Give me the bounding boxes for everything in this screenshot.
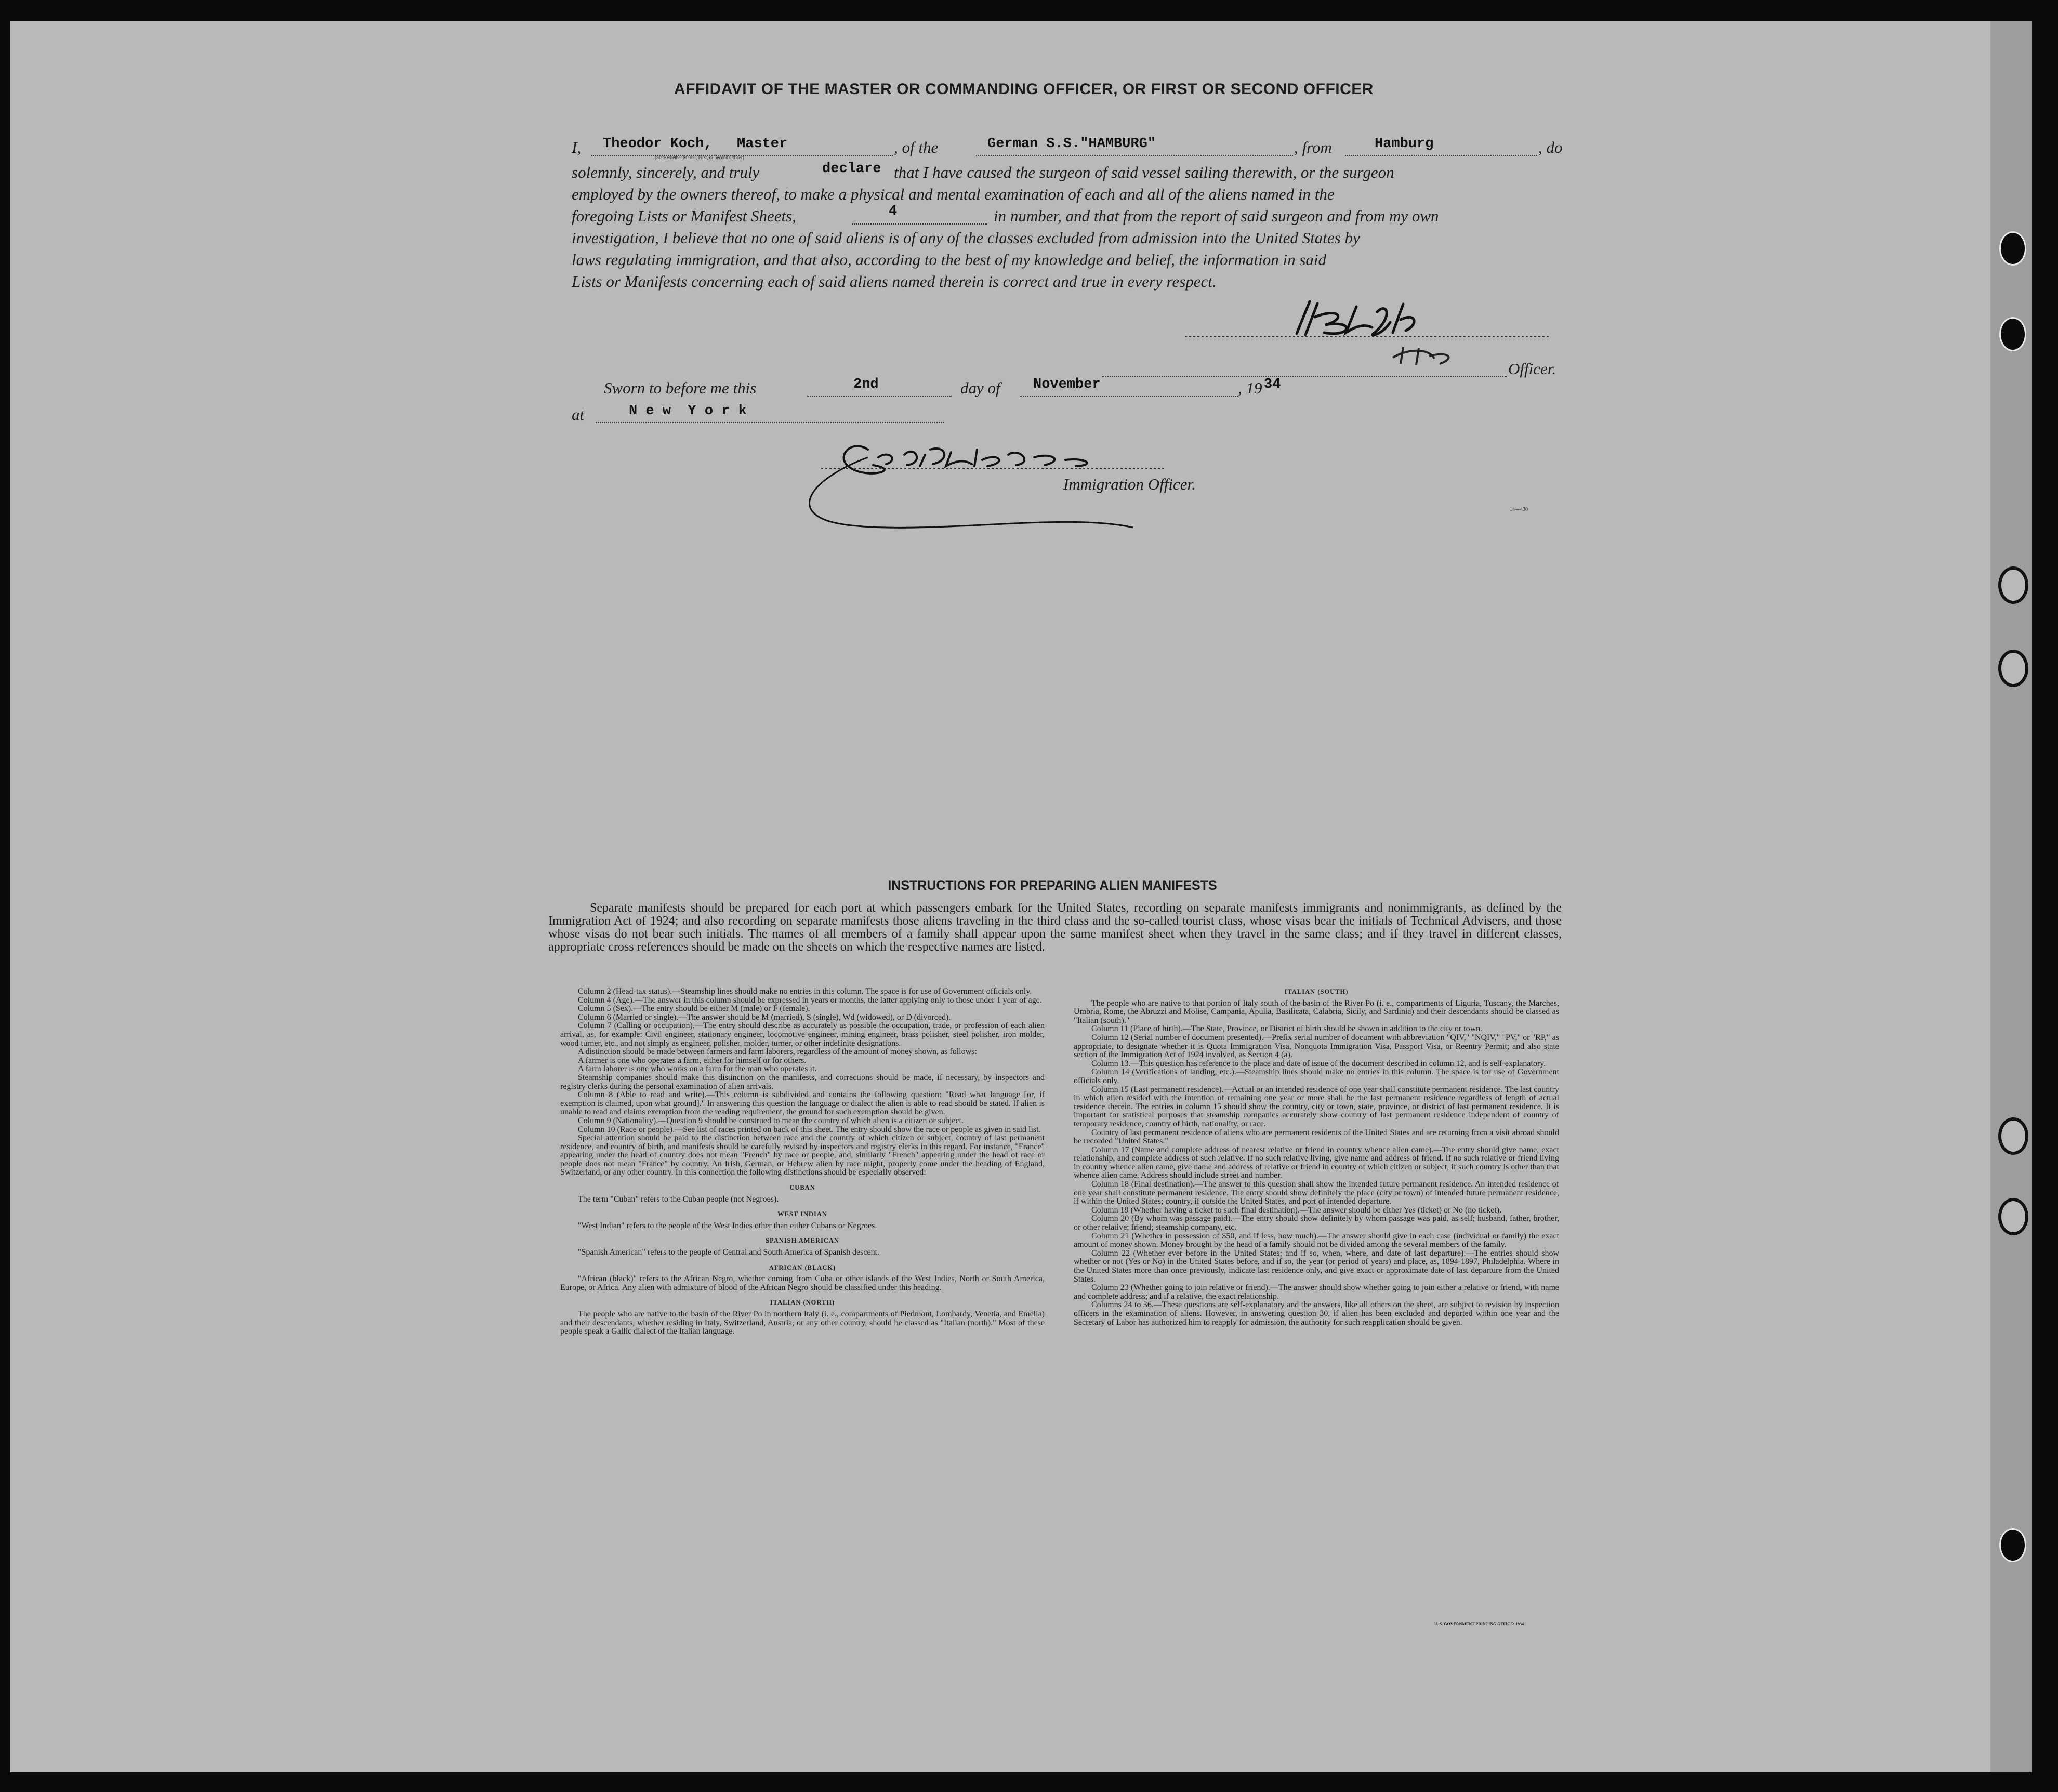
instruction-paragraph: Column 21 (Whether in possession of $50, and if less, how much).—The answer should give in each case (individual or family) the exact amount of money shown. Money brought by the head of a family should not be divided among the several members of the family.	[1074, 1231, 1559, 1249]
instruction-paragraph: Column 11 (Place of birth).—The State, Province, or District of birth should be shown in addition to the city or town.	[1091, 1024, 1483, 1034]
underline	[1102, 358, 1507, 377]
instruction-paragraph: Column 19 (Whether having a ticket to such final destination).—The answer should be either Yes (ticket) or No (no ticket).	[1091, 1205, 1502, 1215]
officer-label: Officer.	[1508, 360, 1556, 378]
sworn-day: 2nd	[853, 377, 879, 392]
sheet-count: 4	[889, 204, 898, 219]
section-heading: CUBAN	[789, 1184, 815, 1192]
binder-hole	[1999, 1528, 2026, 1562]
instructions-right-column	[1074, 987, 1559, 1327]
instruction-paragraph: Column 12 (Serial number of document presented).—Prefix serial number of document with abbreviation "QIV," "NQIV," "PV," or "RP," as appropriate, to designate whether it is Quota Immigration Visa, Nonquota Immigration Visa, Passport Visa, or Reentry Permit; and also state section of the Immigration Act of 1924 involved, as Section 4 (a).	[1074, 1033, 1559, 1060]
instruction-paragraph: A farm laborer is one who works on a farm for the man who operates it.	[578, 1064, 817, 1074]
binding-margin	[1990, 21, 2032, 1772]
instruction-paragraph: Column 22 (Whether ever before in the United States; and if so, when, where, and date of last departure).—The entries should show whether or not (Yes or No) in the United States before, and if so, the year (or period of years) and place, as, 1894-1897, Philadelphia. Where in the United States more than once previously, indicate last residence only, and give exact or approximate date of last departure from the United States.	[1074, 1248, 1559, 1284]
affidavit-text: , from	[1294, 138, 1332, 156]
instruction-paragraph: Column 13.—This question has reference to the place and date of issue of the document described in column 12, and is self-explanatory.	[1091, 1059, 1546, 1068]
instruction-paragraph: "Spanish American" refers to the people of Central and South America of Spanish descent.	[578, 1248, 880, 1257]
affidavit-text: in number, and that from the report of said surgeon and from my own	[994, 207, 1439, 225]
instruction-paragraph: The people who are native to that portion of Italy south of the basin of the River Po (i. e., compartments of Liguria, Tuscany, the Marches, Umbria, Rome, the Abruzzi and Molise, Campania, Apulia, Basilicata, Calabria, Sicily, and Sardinia) and their descendants should be classed as "Italian (south)."	[1074, 998, 1559, 1025]
instruction-paragraph: Columns 24 to 36.—These questions are self-explanatory and the answers, like all others on the sheet, are subject to revision by inspection officers in the examination of aliens. However, in answering question 30, if alien has been excluded and deported within one year and the Secretary of Labor has authorized him to reapply for admission, the authority for such reapplication should be given.	[1074, 1300, 1559, 1327]
instruction-paragraph: Column 4 (Age).—The answer in this column should be expressed in years or months, the latter applying only to those under 1 year of age.	[578, 995, 1042, 1005]
underline	[807, 377, 952, 397]
section-heading: WEST INDIAN	[777, 1210, 827, 1218]
affidavit-text: I,	[572, 138, 582, 156]
instruction-paragraph: The people who are native to the basin of the River Po in northern Italy (i. e., compartments of Piedmont, Lombardy, Venetia, and Emelia) and their descendants, whether residing in Italy, Switzerland, Austria, or any other country, should be classed as "Italian (north)." Most of these people speak a Gallic dialect of the Italian language.	[560, 1310, 1045, 1336]
binder-hole	[1998, 566, 2028, 604]
vessel-name: German S.S."HAMBURG"	[987, 136, 1156, 152]
printing-office-imprint: U. S. GOVERNMENT PRINTING OFFICE: 1934	[1434, 1622, 1524, 1626]
sworn-text: at	[572, 405, 585, 424]
binder-hole	[1998, 1198, 2028, 1235]
affidavit-line-1	[572, 136, 1569, 162]
instruction-paragraph: "African (black)" refers to the African Negro, whether coming from Cuba or other islands of the West Indies, North or South America, Europe, or Africa. Any alien with admixture of blood of the African Negro should be classified under this heading.	[560, 1274, 1045, 1292]
instruction-paragraph: Column 17 (Name and complete address of nearest relative or friend in country whence alien came).—The entry should give name, exact relationship, and complete address of such relative. If no such relative living, give name and address of friend. If no such relative or friend living in country whence alien came, give name and address of relative or friend in country of which citizen or subject, if such country is other than that whence alien came. Address should include street and number.	[1074, 1145, 1559, 1180]
affidavit-line-7	[572, 270, 1569, 296]
officer-name: Theodor Koch,	[603, 136, 713, 152]
binder-hole	[1999, 317, 2026, 351]
underline	[852, 205, 987, 225]
form-number: 14—430	[1510, 507, 1528, 512]
declare-stamp: declare	[822, 161, 881, 177]
place-line	[572, 403, 1569, 429]
sworn-place: N e w Y o r k	[629, 403, 747, 419]
officer-rank: Master	[737, 136, 788, 152]
immigration-officer-label: Immigration Officer.	[1063, 475, 1196, 493]
sworn-text: , 19	[1238, 379, 1262, 397]
section-heading: ITALIAN (SOUTH)	[1284, 988, 1349, 995]
rank-hint: (State whether Master, First, or Second Officer)	[655, 155, 744, 160]
section-heading: ITALIAN (NORTH)	[770, 1299, 835, 1307]
instruction-paragraph: "West Indian" refers to the people of the West Indies other than either Cubans or Negroes.	[578, 1221, 877, 1230]
instruction-paragraph: Special attention should be paid to the distinction between race and the country of which citizen or subject, country of last permanent residence, and country of birth, and manifests should be carefully revised by inspectors and registry clerks in this regard. For instance, "France" appearing under the head of country does not mean "French" by race or people, and, similarly "French" appearing under the head of race or people does not mean "France" by country. An Irish, German, or Hebrew alien by race might, properly come under the heading of England, Switzerland, or any other country. In this connection the following distinctions should be especially observed:	[560, 1134, 1045, 1177]
instruction-paragraph: Column 14 (Verifications of landing, etc.).—Steamship lines should make no entries in this column. The space is for use of Government officials only.	[1074, 1068, 1559, 1085]
sworn-text: day of	[960, 379, 1000, 397]
instruction-paragraph: The term "Cuban" refers to the Cuban people (not Negroes).	[578, 1194, 779, 1204]
sworn-year: 34	[1264, 377, 1281, 392]
instruction-paragraph: Column 20 (By whom was passage paid).—The entry should show definitely by whom passage was paid, as self; husband, father, brother, or other relative; friend; steamship company, etc.	[1074, 1214, 1559, 1232]
instruction-paragraph: Country of last permanent residence of aliens who are permanent residents of the United States and are returning from a visit abroad should be recorded "United States."	[1074, 1128, 1559, 1146]
departure-port: Hamburg	[1375, 136, 1434, 152]
instruction-paragraph: Column 18 (Final destination).—The answer to this question shall show the intended future permanent residence. An intended residence of one year shall constitute permanent residence. The entry should show definitely the place (city or town) of intended future permanent residence, if within the United States; country, if outside the United States, and port of intended departure.	[1074, 1180, 1559, 1206]
instruction-paragraph: Column 9 (Nationality).—Question 9 should be construed to mean the country of which alien is a citizen or subject.	[578, 1116, 964, 1125]
affidavit-text: foregoing Lists or Manifest Sheets,	[572, 207, 796, 225]
instruction-paragraph: Column 7 (Calling or occupation).—The entry should describe as accurately as possible the occupation, trade, or profession of each alien arrival, as, for example: Civil engineer, stationary engineer, locomotive engineer, mining engineer, brass polisher, steel polisher, iron molder, wood turner, etc., and not simply as engineer, polisher, molder, turner, or other indefinite designations.	[560, 1021, 1045, 1048]
affidavit-text: laws regulating immigration, and that also, according to the best of my knowledge and belief, the information in said	[572, 251, 1327, 269]
sworn-text: Sworn to before me this	[604, 379, 757, 397]
instructions-title: INSTRUCTIONS FOR PREPARING ALIEN MANIFESTS	[888, 878, 1217, 893]
affidavit-text: solemnly, sincerely, and truly	[572, 163, 760, 181]
affidavit-text: , do	[1538, 138, 1563, 156]
section-heading: SPANISH AMERICAN	[766, 1237, 839, 1245]
instruction-paragraph: A farmer is one who operates a farm, either for himself or for others.	[578, 1056, 807, 1065]
affidavit-text: investigation, I believe that no one of said aliens is of any of the classes excluded from admission into the United States by	[572, 229, 1360, 247]
instruction-paragraph: Column 23 (Whether going to join relative or friend).—The answer should show whether going to join either a relative or friend, with name and complete address; and if a relative, the exact relationship.	[1074, 1283, 1559, 1301]
affidavit-text: employed by the owners thereof, to make a physical and mental examination of each and all of the aliens named in the	[572, 185, 1335, 203]
instruction-paragraph: Column 2 (Head-tax status).—Steamship lines should make no entries in this column. The space is for use of Government officials only.	[578, 987, 1032, 996]
underline	[1345, 136, 1537, 156]
immigration-officer-label-line	[1060, 473, 1320, 499]
affidavit-text: Lists or Manifests concerning each of said aliens named therein is correct and true in every respect.	[572, 272, 1217, 291]
affidavit-text: , of the	[894, 138, 939, 156]
instruction-paragraph: Column 6 (Married or single).—The answer should be M (married), S (single), Wd (widowed), or D (divorced).	[578, 1012, 951, 1022]
affidavit-text: that I have caused the surgeon of said vessel sailing therewith, or the surgeon	[894, 163, 1394, 181]
binder-hole	[1998, 1117, 2028, 1155]
instruction-paragraph: A distinction should be made between farmers and farm laborers, regardless of the amount of money shown, as follows:	[578, 1047, 977, 1057]
instruction-paragraph: Column 5 (Sex).—The entry should be either M (male) or F (female).	[578, 1004, 810, 1013]
instruction-paragraph: Column 10 (Race or people).—See list of races printed on back of this sheet. The entry should show the race or people as given in said list.	[578, 1125, 1041, 1134]
affidavit-title: AFFIDAVIT OF THE MASTER OR COMMANDING OFFICER, OR FIRST OR SECOND OFFICER	[674, 81, 1374, 98]
instruction-paragraph: Steamship companies should make this distinction on the manifests, and corrections should be made, if necessary, by inspectors and registry clerks during the personal examination of alien arrivals.	[560, 1073, 1045, 1091]
section-heading: AFRICAN (BLACK)	[769, 1263, 836, 1271]
sworn-month: November	[1033, 377, 1101, 392]
sworn-line	[604, 377, 1602, 403]
instructions-intro: Separate manifests should be prepared for each port at which passengers embark for the United States, recording on separate manifests immigrants and nonimmigrants, as defined by the Immigration Act of 1924; and also recording on separate manifests those aliens traveling in the third class and the so-called tourist class, whose visas bear the initials of Technical Advisers, and those whose visas do not bear such initials. The names of all members of a family shall appear upon the same manifest sheet when they travel in the same class; and if they travel in different classes, appropriate cross references should be made on the sheets on which the respective names are listed.	[548, 901, 1562, 954]
instructions-left-column	[560, 987, 1045, 1336]
instruction-paragraph: Column 15 (Last permanent residence).—Actual or an intended residence of one year shall constitute permanent residence. The last country in which alien resided with the intention of remaining one year or more shall be the last permanent residence regardless of length of actual residence therein. The entries in column 15 should show the country, city or town, state, province, or district of last permanent residence. It is important for statistical purposes that steamship companies accurately show country of last permanent residence independent of country of temporary residence, country of birth, nationality, or race.	[1074, 1085, 1559, 1128]
binder-hole	[1998, 650, 2028, 687]
instruction-paragraph: Column 8 (Able to read and write).—This column is subdivided and contains the following question: "Read what language [or, if exemption is claimed, upon what ground]." In answering this question the language or dialect the alien is able to read should be stated. If alien is unable to read and claims exemption from the reading requirement, the ground for such exemption should be given.	[560, 1090, 1045, 1117]
binder-hole	[1999, 231, 2026, 266]
